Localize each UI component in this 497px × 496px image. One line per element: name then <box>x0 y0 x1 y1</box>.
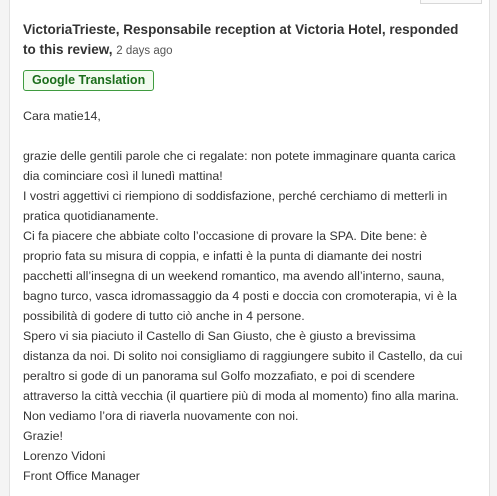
google-translation-button[interactable]: Google Translation <box>23 70 154 91</box>
paragraph: grazie delle gentili parole che ci regalate: non potete immaginare quanta carica dia cominciare così il lunedì mattina! <box>23 149 456 183</box>
paragraph: Spero vi sia piaciuto il Castello di San Giusto, che è giusto a brevissima distanza da noi. Di solito noi consigliamo di raggiungere subito il Castello, da cui peraltro si gode di un panorama sul Golfo mozzafiato, e poi di scendere attraverso la città vecchia (il quartiere più di moda al momento) fino alla marina. <box>23 329 463 403</box>
response-body <box>23 106 463 486</box>
review-response-panel <box>9 0 490 496</box>
paragraph: Non vediamo l’ora di riaverla nuovamente con noi. <box>23 409 299 423</box>
salutation: Cara matie14, <box>23 109 101 123</box>
responder-text: VictoriaTrieste, Responsabile reception at Victoria Hotel, responded to this review, <box>23 22 459 57</box>
closing: Grazie! <box>23 429 63 443</box>
response-header <box>23 20 463 61</box>
paragraph: I vostri aggettivi ci riempiono di soddisfazione, perché cerchiamo di metterli in pratica quotidianamente. <box>23 189 448 223</box>
response-date: 2 days ago <box>116 45 173 57</box>
signature-name: Lorenzo Vidoni <box>23 449 106 463</box>
tab-stub <box>420 0 482 4</box>
signature-title: Front Office Manager <box>23 469 140 483</box>
paragraph: Ci fa piacere che abbiate colto l’occasione di provare la SPA. Dite bene: è proprio fata su misura di coppia, e infatti è la punta di diamante dei nostri pacchetti all’insegna di un weekend romantico, ma avendo all’interno, sauna, bagno turco, vasca idromassaggio da 4 posti e doccia con cromoterapia, vi è la possibilità di godere di tutto ciò anche in 4 persone. <box>23 229 457 323</box>
management-response <box>23 20 463 486</box>
